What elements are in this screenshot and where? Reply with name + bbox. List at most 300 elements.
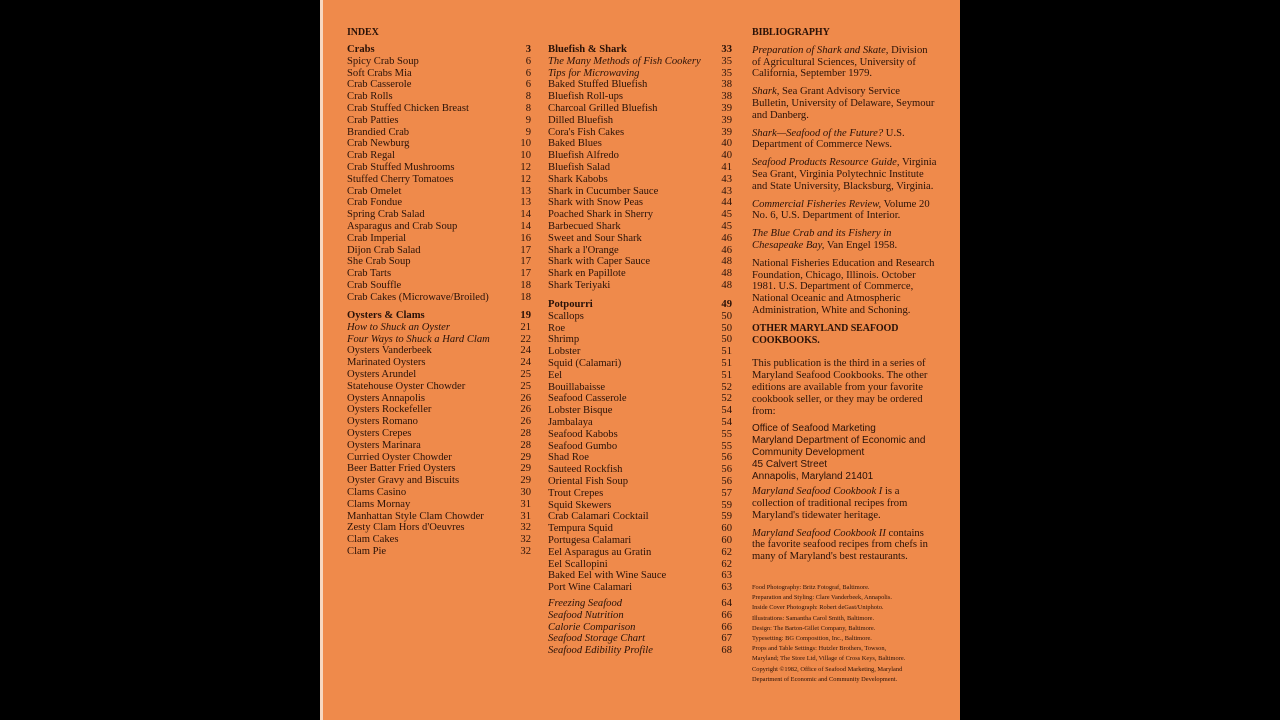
page-number: 32 xyxy=(520,545,531,557)
entry-title: Cora's Fish Cakes xyxy=(548,126,625,138)
page-number: 26 xyxy=(520,404,531,416)
entry-title: Squid Skewers xyxy=(548,499,612,511)
bibliography-entry xyxy=(752,199,938,223)
entry-title: Crab Souffle xyxy=(347,279,402,291)
entry-title: Trout Crepes xyxy=(548,487,604,499)
index-section xyxy=(347,44,531,304)
entry-title: Crab Tarts xyxy=(347,268,392,280)
page-number: 55 xyxy=(721,428,732,440)
credit-text: Design: The Barton-Gillet Company, Baltimore. xyxy=(752,624,876,632)
index-section xyxy=(548,598,732,657)
page-number: 30 xyxy=(520,486,531,498)
page-number: 6 xyxy=(525,55,531,67)
page-number: 48 xyxy=(721,268,732,280)
page-number: 26 xyxy=(520,392,531,404)
entry-title: Crab Rolls xyxy=(347,91,393,103)
index-entry xyxy=(548,91,732,103)
page-number: 28 xyxy=(520,427,531,439)
ordering-address xyxy=(752,423,938,482)
page-number: 50 xyxy=(721,334,732,346)
index-entry xyxy=(548,103,732,115)
index-entry xyxy=(548,162,732,174)
index-entry xyxy=(548,138,732,150)
index-entry xyxy=(548,245,732,257)
page-number: 9 xyxy=(525,126,531,138)
index-entry xyxy=(548,476,732,488)
page-number: 13 xyxy=(520,185,531,197)
bibliography-details: U.S. Department of Commerce News. xyxy=(752,127,905,151)
entry-title: The Many Methods of Fish Cookery xyxy=(548,55,701,67)
index-entry xyxy=(347,499,531,511)
page-number: 60 xyxy=(721,534,732,546)
bibliography-title: Shark—Seafood of the Future? xyxy=(752,127,884,139)
credit-text: Props and Table Settings: Hutzler Brothers, Towson, xyxy=(752,645,887,653)
index-entry xyxy=(347,428,531,440)
page-number: 50 xyxy=(721,322,732,334)
book-page xyxy=(320,0,960,720)
index-entry xyxy=(548,488,732,500)
page-number: 55 xyxy=(721,440,732,452)
index-entry xyxy=(548,186,732,198)
page-number: 24 xyxy=(520,357,531,369)
entry-title: She Crab Soup xyxy=(347,256,411,268)
index-entry xyxy=(548,570,732,582)
credit-text: Preparation and Styling: Clare Vanderbeek, Annapolis. xyxy=(752,594,892,602)
index-entry xyxy=(548,633,732,645)
section-heading xyxy=(548,44,732,56)
index-entry xyxy=(548,417,732,429)
index-section xyxy=(548,44,732,292)
page-number: 3 xyxy=(525,44,531,55)
entry-title: Port Wine Calamari xyxy=(548,582,633,594)
section-heading xyxy=(347,310,531,322)
address-line: Community Development xyxy=(752,446,865,458)
page-number: 52 xyxy=(721,381,732,393)
entry-title: Crab Calamari Cocktail xyxy=(548,511,649,523)
index-entry xyxy=(347,68,531,80)
bibliography-title: Shark, xyxy=(752,86,780,98)
index-title: INDEX xyxy=(347,27,379,38)
page-number: 40 xyxy=(721,150,732,162)
index-entry xyxy=(548,233,732,245)
entry-title: Oysters Romano xyxy=(347,416,418,428)
index-entry xyxy=(548,115,732,127)
index-entry xyxy=(548,358,732,370)
entry-title: Seafood Edibility Profile xyxy=(548,645,653,657)
bibliography-title: Commercial Fisheries Review, xyxy=(752,198,882,210)
section-title: Crabs xyxy=(347,44,375,55)
entry-title: Crab Stuffed Chicken Breast xyxy=(347,102,469,114)
page-number: 10 xyxy=(520,150,531,162)
index-entry xyxy=(347,138,531,150)
credit-line xyxy=(752,614,952,624)
page-number: 51 xyxy=(721,357,732,369)
bibliography-details: Virginia Sea Grant, Virginia Polytechnic Institute and State University, Blacksburg, Virginia. xyxy=(752,157,937,192)
index-entry xyxy=(548,79,732,91)
page-number: 56 xyxy=(721,452,732,464)
page-number: 51 xyxy=(721,369,732,381)
bibliography-entry xyxy=(752,128,938,152)
page-number: 18 xyxy=(520,291,531,303)
entry-title: Oysters Annapolis xyxy=(347,392,425,404)
page-number: 48 xyxy=(721,256,732,268)
entry-title: Sauteed Rockfish xyxy=(548,464,623,476)
entry-title: Bouillabaisse xyxy=(548,381,606,393)
entry-title: Beer Batter Fried Oysters xyxy=(347,463,456,475)
entry-title: Seafood Kabobs xyxy=(548,428,618,440)
page-number: 59 xyxy=(721,511,732,523)
other-cookbooks-intro: This publication is the third in a series of Maryland Seafood Cookbooks. The other editions are available from your favorite cookbook seller, or they may be ordered from: xyxy=(752,358,928,417)
page-number: 31 xyxy=(520,510,531,522)
page-number: 62 xyxy=(721,558,732,570)
credit-text: Typesetting: BG Composition, Inc., Baltimore. xyxy=(752,635,872,643)
index-entry xyxy=(347,245,531,257)
index-entry xyxy=(548,370,732,382)
entry-title: Seafood Casserole xyxy=(548,393,627,405)
entry-title: Oysters Marinara xyxy=(347,439,421,451)
entry-title: Eel Asparagus au Gratin xyxy=(548,546,652,558)
index-entry xyxy=(347,463,531,475)
index-entry xyxy=(347,56,531,68)
index-entry xyxy=(347,345,531,357)
index-entry xyxy=(548,622,732,634)
entry-title: Four Ways to Shuck a Hard Clam xyxy=(347,333,490,345)
entry-title: Crab Omelet xyxy=(347,185,402,197)
index-entry xyxy=(548,323,732,335)
index-entry xyxy=(548,346,732,358)
index-entry xyxy=(347,174,531,186)
index-entry xyxy=(548,150,732,162)
entry-title: Shark en Papillote xyxy=(548,268,626,280)
entry-title: Seafood Gumbo xyxy=(548,440,618,452)
index-entry xyxy=(347,197,531,209)
index-section xyxy=(347,310,531,558)
entry-title: Seafood Nutrition xyxy=(548,609,624,621)
page-number: 43 xyxy=(721,173,732,185)
page-number: 29 xyxy=(520,451,531,463)
credit-line xyxy=(752,624,952,634)
index-entry xyxy=(347,322,531,334)
page-number: 10 xyxy=(520,138,531,150)
address-line: Maryland Department of Economic and xyxy=(752,435,926,447)
credit-line xyxy=(752,644,952,664)
entry-title: Manhattan Style Clam Chowder xyxy=(347,510,484,522)
address-line: Annapolis, Maryland 21401 xyxy=(752,470,874,482)
index-entry xyxy=(548,547,732,559)
entry-title: Jambalaya xyxy=(548,416,593,428)
index-entry xyxy=(548,209,732,221)
bibliography-entry xyxy=(752,228,938,252)
entry-title: Spicy Crab Soup xyxy=(347,55,419,67)
page-number: 45 xyxy=(721,209,732,221)
bibliography-title: Preparation of Shark and Skate, xyxy=(752,44,889,56)
index-entry xyxy=(347,91,531,103)
entry-title: Oysters Rockefeller xyxy=(347,404,432,416)
page-number: 25 xyxy=(520,380,531,392)
index-entry xyxy=(347,393,531,405)
entry-title: Crab Newburg xyxy=(347,138,410,150)
index-entry xyxy=(548,582,732,594)
entry-title: Shark with Snow Peas xyxy=(548,197,644,209)
index-entry xyxy=(548,68,732,80)
bibliography-details: Sea Grant Advisory Service Bulletin, University of Delaware, Seymour and Danberg. xyxy=(752,86,935,121)
index-entry xyxy=(347,522,531,534)
page-number: 29 xyxy=(520,475,531,487)
entry-title: Brandied Crab xyxy=(347,126,410,138)
index-entry xyxy=(548,559,732,571)
page-number: 24 xyxy=(520,345,531,357)
index-entry xyxy=(347,511,531,523)
entry-title: Oysters Crepes xyxy=(347,427,412,439)
index-entry xyxy=(347,546,531,558)
page-number: 49 xyxy=(721,299,732,310)
address-line: 45 Calvert Street xyxy=(752,458,828,470)
credit-text: Inside Cover Photograph: Robert deGast/Uniphoto. xyxy=(752,604,884,612)
page-number: 63 xyxy=(721,582,732,594)
index-entry xyxy=(548,311,732,323)
page-number: 17 xyxy=(520,256,531,268)
entry-title: Shark with Caper Sauce xyxy=(548,256,651,268)
entry-title: Bluefish Roll-ups xyxy=(548,91,624,103)
bibliography-title: The Blue Crab and its Fishery in Chesapeake Bay, xyxy=(752,228,892,251)
bibliography-entry xyxy=(752,258,938,317)
index-section xyxy=(548,299,732,594)
entry-title: Baked Stuffed Bluefish xyxy=(548,79,648,91)
page-number: 21 xyxy=(520,321,531,333)
index-entry xyxy=(548,382,732,394)
page-number: 41 xyxy=(721,161,732,173)
index-entry xyxy=(347,150,531,162)
page-number: 68 xyxy=(721,645,732,657)
page-number: 25 xyxy=(520,368,531,380)
credit-line xyxy=(752,593,952,603)
entry-title: Squid (Calamari) xyxy=(548,357,622,369)
index-entry xyxy=(548,511,732,523)
index-entry xyxy=(548,256,732,268)
credit-line xyxy=(752,603,952,613)
page-number: 60 xyxy=(721,523,732,535)
entry-title: Shark Kabobs xyxy=(548,173,608,185)
entry-title: Bluefish Salad xyxy=(548,161,611,173)
credit-text: Illustrations: Samantha Carol Smith, Baltimore. xyxy=(752,614,875,622)
page-number: 57 xyxy=(721,487,732,499)
index-entry xyxy=(347,79,531,91)
entry-title: Asparagus and Crab Soup xyxy=(347,220,458,232)
credit-text: Department of Economic and Community Development. xyxy=(752,675,898,683)
page-number: 59 xyxy=(721,499,732,511)
index-entry xyxy=(347,115,531,127)
page-number: 43 xyxy=(721,185,732,197)
index-entry xyxy=(548,221,732,233)
index-entry xyxy=(347,127,531,139)
entry-title: Oriental Fish Soup xyxy=(548,475,629,487)
page-number: 14 xyxy=(520,209,531,221)
section-title: Potpourri xyxy=(548,299,593,310)
page-number: 17 xyxy=(520,268,531,280)
page-number: 18 xyxy=(520,279,531,291)
entry-title: Baked Blues xyxy=(548,138,602,150)
index-entry xyxy=(347,487,531,499)
index-entry xyxy=(347,357,531,369)
entry-title: Clam Pie xyxy=(347,545,387,557)
page-number: 8 xyxy=(525,91,531,103)
index-entry xyxy=(347,452,531,464)
page-number: 50 xyxy=(721,310,732,322)
entry-title: Clams Mornay xyxy=(347,498,411,510)
page-number: 6 xyxy=(525,79,531,91)
bibliography-title: Seafood Products Resource Guide, xyxy=(752,157,900,169)
bibliography-entry xyxy=(752,86,938,121)
page-number: 32 xyxy=(520,534,531,546)
index-entry xyxy=(548,280,732,292)
page-number: 26 xyxy=(520,416,531,428)
bibliography-details: National Fisheries Education and Research Foundation, Chicago, Illinois. October 1981. U.S. Department of Commerce, National Oceanic and Atmospheric Administration, White and Schoning. xyxy=(752,257,935,316)
index-entry xyxy=(548,393,732,405)
credits xyxy=(752,583,952,685)
page-number: 56 xyxy=(721,475,732,487)
index-entry xyxy=(548,268,732,280)
entry-title: Portugesa Calamari xyxy=(548,534,632,546)
page-number: 13 xyxy=(520,197,531,209)
entry-title: Crab Regal xyxy=(347,150,395,162)
entry-title: Clam Cakes xyxy=(347,534,399,546)
index-entry xyxy=(347,186,531,198)
page-number: 14 xyxy=(520,220,531,232)
page-number: 64 xyxy=(721,598,732,609)
page-number: 19 xyxy=(520,310,531,321)
bibliography-details: Division of Agricultural Sciences, University of California, September 1979. xyxy=(752,44,928,80)
entry-title: Crab Cakes (Microwave/Broiled) xyxy=(347,291,489,303)
entry-title: Oysters Vanderbeek xyxy=(347,345,432,357)
index-entry xyxy=(548,598,732,610)
entry-title: Crab Stuffed Mushrooms xyxy=(347,161,455,173)
section-heading xyxy=(548,299,732,311)
page-number: 40 xyxy=(721,138,732,150)
index-entry xyxy=(548,127,732,139)
page-number: 9 xyxy=(525,114,531,126)
entry-title: Zesty Clam Hors d'Oeuvres xyxy=(347,522,465,534)
entry-title: Bluefish Alfredo xyxy=(548,150,619,162)
credit-line xyxy=(752,634,952,644)
entry-title: Shad Roe xyxy=(548,452,589,464)
index-entry xyxy=(347,162,531,174)
entry-title: Seafood Storage Chart xyxy=(548,633,646,645)
entry-title: Sweet and Sour Shark xyxy=(548,232,642,244)
entry-title: Roe xyxy=(548,322,566,334)
page-number: 6 xyxy=(525,67,531,79)
entry-title: Tempura Squid xyxy=(548,523,613,535)
entry-title: Poached Shark in Sherry xyxy=(548,209,654,221)
index-entry xyxy=(548,334,732,346)
page-number: 35 xyxy=(721,55,732,67)
page-number: 29 xyxy=(520,463,531,475)
page-number: 44 xyxy=(721,197,732,209)
bibliography-entry xyxy=(752,45,938,80)
page-number: 32 xyxy=(520,522,531,534)
credit-text: Copyright ©1982, Office of Seafood Marketing, Maryland xyxy=(752,665,903,673)
entry-title: How to Shuck an Oyster xyxy=(347,321,450,333)
page-number: 66 xyxy=(721,621,732,633)
index-entry xyxy=(347,221,531,233)
address-line: Office of Seafood Marketing xyxy=(752,423,876,435)
index-entry xyxy=(548,500,732,512)
entry-title: Shrimp xyxy=(548,334,580,346)
page-number: 56 xyxy=(721,464,732,476)
page-number: 51 xyxy=(721,346,732,358)
page-number: 39 xyxy=(721,102,732,114)
entry-title: Eel Scallopini xyxy=(548,558,608,570)
credit-text: Food Photography: Britz Fotograf, Baltimore. xyxy=(752,584,870,591)
page-number: 54 xyxy=(721,416,732,428)
index-entry xyxy=(347,280,531,292)
entry-title: Soft Crabs Mia xyxy=(347,67,412,79)
page-number: 17 xyxy=(520,244,531,256)
page-number: 39 xyxy=(721,126,732,138)
credit-line xyxy=(752,583,952,593)
cookbook-2-description: Maryland Seafood Cookbook II contains the favorite seafood recipes from chefs in many of Maryland's best restaurants. xyxy=(752,527,928,563)
entry-title: Stuffed Cherry Tomatoes xyxy=(347,173,454,185)
page-number: 48 xyxy=(721,279,732,291)
index-entry xyxy=(548,610,732,622)
entry-title: Shark in Cucumber Sauce xyxy=(548,185,659,197)
entry-title: Oysters Arundel xyxy=(347,368,417,380)
index-entry xyxy=(347,534,531,546)
index-column-1 xyxy=(347,27,531,557)
entry-title: Freezing Seafood xyxy=(548,598,623,609)
entry-title: Shark Teriyaki xyxy=(548,279,611,291)
index-entry xyxy=(347,233,531,245)
entry-title: Lobster xyxy=(548,346,581,358)
page-number: 35 xyxy=(721,67,732,79)
page-number: 12 xyxy=(520,161,531,173)
page-number: 39 xyxy=(721,114,732,126)
index-entry xyxy=(548,523,732,535)
page-number: 54 xyxy=(721,405,732,417)
index-entry xyxy=(548,405,732,417)
page-number: 33 xyxy=(721,44,732,55)
page-number: 16 xyxy=(520,232,531,244)
credit-text: Maryland; The Store Ltd, Village of Cross Keys, Baltimore. xyxy=(752,655,906,663)
entry-title: Crab Imperial xyxy=(347,232,407,244)
index-entry xyxy=(347,292,531,304)
index-entry xyxy=(347,209,531,221)
index-entry xyxy=(347,440,531,452)
index-entry xyxy=(347,256,531,268)
entry-title: Oyster Gravy and Biscuits xyxy=(347,475,460,487)
entry-title: Dijon Crab Salad xyxy=(347,244,421,256)
index-entry xyxy=(347,334,531,346)
bibliography-details: Van Engel 1958. xyxy=(824,239,898,251)
entry-title: Tips for Microwaving xyxy=(548,67,640,79)
index-entry xyxy=(347,475,531,487)
entry-title: Clams Casino xyxy=(347,486,407,498)
index-entry xyxy=(548,197,732,209)
entry-title: Barbecued Shark xyxy=(548,220,621,232)
entry-title: Baked Eel with Wine Sauce xyxy=(548,570,667,582)
cookbook-1-description: Maryland Seafood Cookbook I is a collection of traditional recipes from Maryland's tidewater heritage. xyxy=(752,486,908,521)
index-entry xyxy=(548,645,732,657)
entry-title: Statehouse Oyster Chowder xyxy=(347,380,466,392)
bibliography-details: Volume 20 No. 6, U.S. Department of Interior. xyxy=(752,198,930,222)
entry-title: Curried Oyster Chowder xyxy=(347,451,452,463)
section-title: Oysters & Clams xyxy=(347,310,425,321)
section-title: Bluefish & Shark xyxy=(548,44,627,55)
other-cookbooks-title: OTHER MARYLAND SEAFOOD COOKBOOKS. xyxy=(752,322,899,346)
entry-title: Eel xyxy=(548,369,563,381)
index-entry xyxy=(347,416,531,428)
entry-title: Shark a l'Orange xyxy=(548,244,619,256)
index-entry xyxy=(347,404,531,416)
